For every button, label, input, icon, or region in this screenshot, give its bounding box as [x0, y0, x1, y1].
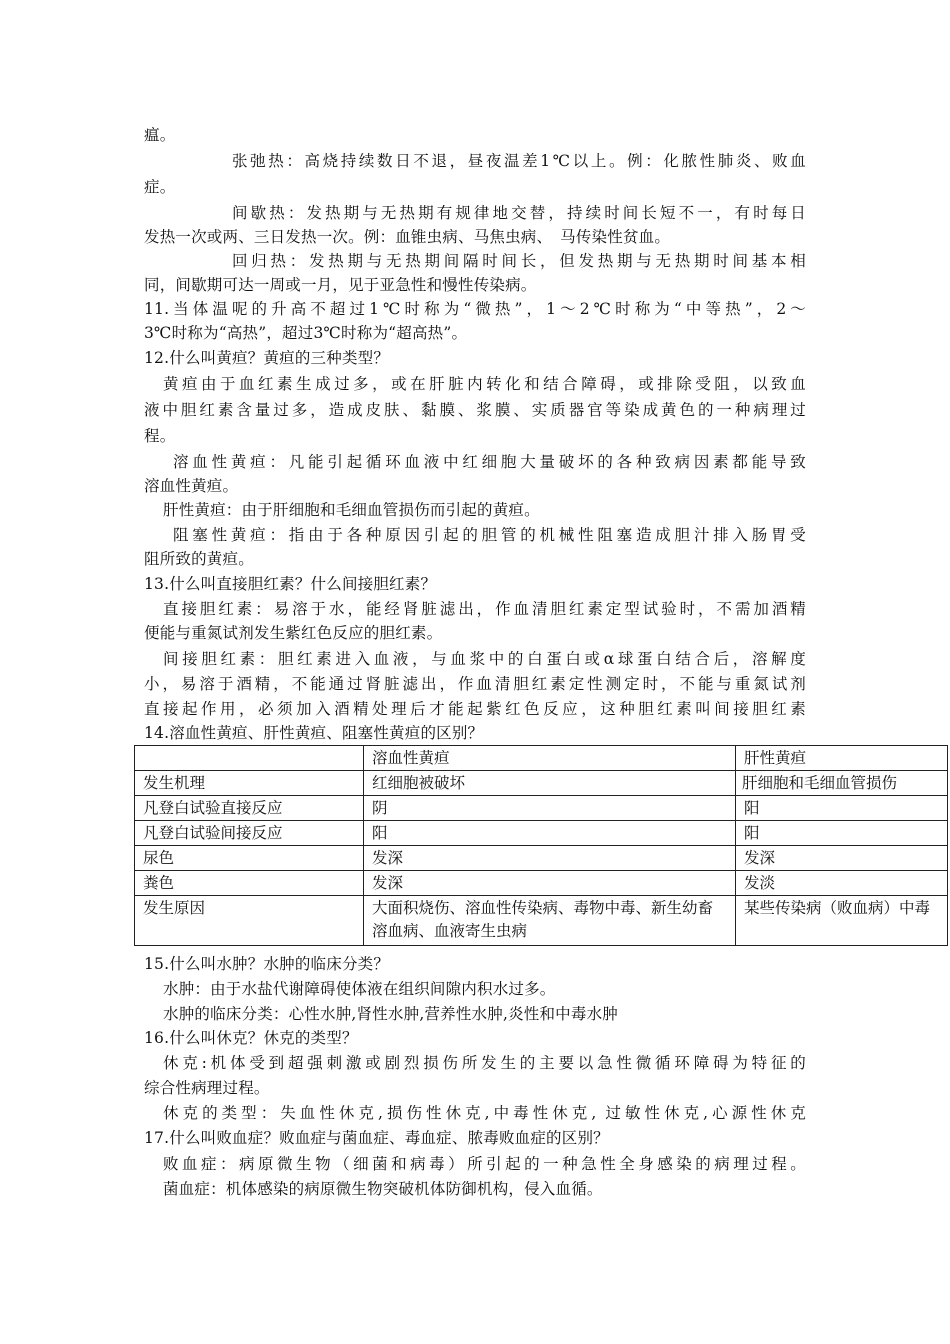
text-line: 瘟。	[144, 126, 176, 144]
table-cell: 肝细胞和毛细血管损伤	[736, 771, 948, 796]
text-line: 水肿：由于水盐代谢障碍使体液在组织间隙内积水过多。	[163, 980, 556, 998]
table-row	[135, 821, 948, 846]
table-cell: 凡登白试验间接反应	[135, 821, 364, 846]
text-line: 阻塞性黄疸：指由于各种原因引起的胆管的机械性阻塞造成胆汁排入肠胃受	[173, 526, 806, 544]
text-line: 溶血性黄疸：凡能引起循环血液中红细胞大量破坏的各种致病因素都能导致	[173, 453, 806, 471]
table-cell: 发生原因	[135, 896, 364, 946]
table-cell: 阳	[736, 796, 948, 821]
text-line: 便能与重氮试剂发生紫红色反应的胆红素。	[144, 624, 443, 642]
text-line: 溶血性黄疸。	[144, 477, 239, 495]
text-line: 阻所致的黄疸。	[144, 550, 254, 568]
table-row	[135, 896, 948, 946]
table-cell: 发深	[736, 846, 948, 871]
table-cell: 某些传染病（败血病）中毒	[736, 896, 948, 946]
table-cell: 发深	[364, 871, 736, 896]
table-cell: 阴	[364, 796, 736, 821]
table-cell: 大面积烧伤、溶血性传染病、毒物中毒、新生幼畜溶血病、血液寄生虫病	[364, 896, 736, 946]
text-line: 液中胆红素含量过多，造成皮肤、黏膜、浆膜、实质器官等染成黄色的一种病理过	[144, 401, 806, 419]
text-line: 程。	[144, 427, 176, 445]
text-line: 休克的类型：失血性休克,损伤性休克,中毒性休克, 过敏性休克,心源性休克	[163, 1104, 806, 1122]
text-line: 小，易溶于酒精，不能通过肾脏滤出，作血清胆红素定性测定时，不能与重氮试剂	[144, 675, 806, 693]
question-heading: 15.什么叫水肿？水肿的临床分类？	[144, 955, 390, 973]
table-cell: 阳	[364, 821, 736, 846]
jaundice-comparison-table	[134, 745, 948, 946]
table-cell: 发生机理	[135, 771, 364, 796]
text-line: 直接胆红素：易溶于水，能经肾脏滤出，作血清胆红素定型试验时，不需加酒精	[163, 600, 806, 618]
text-line: 菌血症：机体感染的病原微生物突破机体防御机构，侵入血循。	[163, 1180, 603, 1198]
table-cell: 发深	[364, 846, 736, 871]
table-header-cell: 溶血性黄疸	[364, 746, 736, 771]
text-line: 综合性病理过程。	[144, 1079, 270, 1097]
table-row	[135, 771, 948, 796]
text-line: 败血症：病原微生物（细菌和病毒）所引起的一种急性全身感染的病理过程。	[163, 1155, 806, 1173]
text-line: 间接胆红素：胆红素进入血液，与血浆中的白蛋白或α球蛋白结合后，溶解度	[163, 650, 806, 668]
question-heading: 16.什么叫休克？休克的类型？	[144, 1029, 358, 1047]
text-line: 间歇热：发热期与无热期有规律地交替，持续时间长短不一，有时每日	[232, 204, 806, 222]
table-header-row	[135, 746, 948, 771]
question-heading: 14.溶血性黄疸、肝性黄疸、阻塞性黄疸的区别？	[144, 724, 484, 742]
text-line: 发热一次或两、三日发热一次。例：血锥虫病、马焦虫病、 马传染性贫血。	[144, 228, 671, 246]
question-heading: 11.当体温呢的升高不超过1℃时称为“微热”，1～2℃时称为“中等热”，2～	[144, 300, 806, 318]
table-row	[135, 796, 948, 821]
table-cell: 发淡	[736, 871, 948, 896]
table-cell: 红细胞被破坏	[364, 771, 736, 796]
table-cell: 凡登白试验直接反应	[135, 796, 364, 821]
text-line: 水肿的临床分类：心性水肿,肾性水肿,营养性水肿,炎性和中毒水肿	[163, 1005, 618, 1023]
table-row	[135, 846, 948, 871]
table-cell: 尿色	[135, 846, 364, 871]
text-line: 黄疸由于血红素生成过多，或在肝脏内转化和结合障碍，或排除受阻，以致血	[163, 375, 806, 393]
text-line: 3℃时称为“高热”，超过3℃时称为“超高热”。	[144, 324, 468, 342]
text-line: 张弛热：高烧持续数日不退，昼夜温差1℃以上。例：化脓性肺炎、败血	[232, 152, 806, 170]
table-row	[135, 871, 948, 896]
table-header-cell: 肝性黄疸	[736, 746, 948, 771]
question-heading: 12.什么叫黄疸？黄疸的三种类型？	[144, 349, 390, 367]
text-line: 回归热：发热期与无热期间隔时间长，但发热期与无热期时间基本相	[232, 252, 806, 270]
text-line: 直接起作用，必须加入酒精处理后才能起紫红色反应，这种胆红素叫间接胆红素	[144, 700, 806, 718]
text-line: 肝性黄疸：由于肝细胞和毛细血管损伤而引起的黄疸。	[163, 501, 540, 519]
text-line: 休克:机体受到超强刺激或剧烈损伤所发生的主要以急性微循环障碍为特征的	[163, 1054, 806, 1072]
text-line: 症。	[144, 178, 176, 196]
text-line: 同，间歇期可达一周或一月，见于亚急性和慢性传染病。	[144, 276, 537, 294]
table-cell: 阳	[736, 821, 948, 846]
table-header-cell	[135, 746, 364, 771]
table-cell: 粪色	[135, 871, 364, 896]
question-heading: 17.什么叫败血症？败血症与菌血症、毒血症、脓毒败血症的区别？	[144, 1129, 609, 1147]
question-heading: 13.什么叫直接胆红素？什么间接胆红素？	[144, 575, 437, 593]
